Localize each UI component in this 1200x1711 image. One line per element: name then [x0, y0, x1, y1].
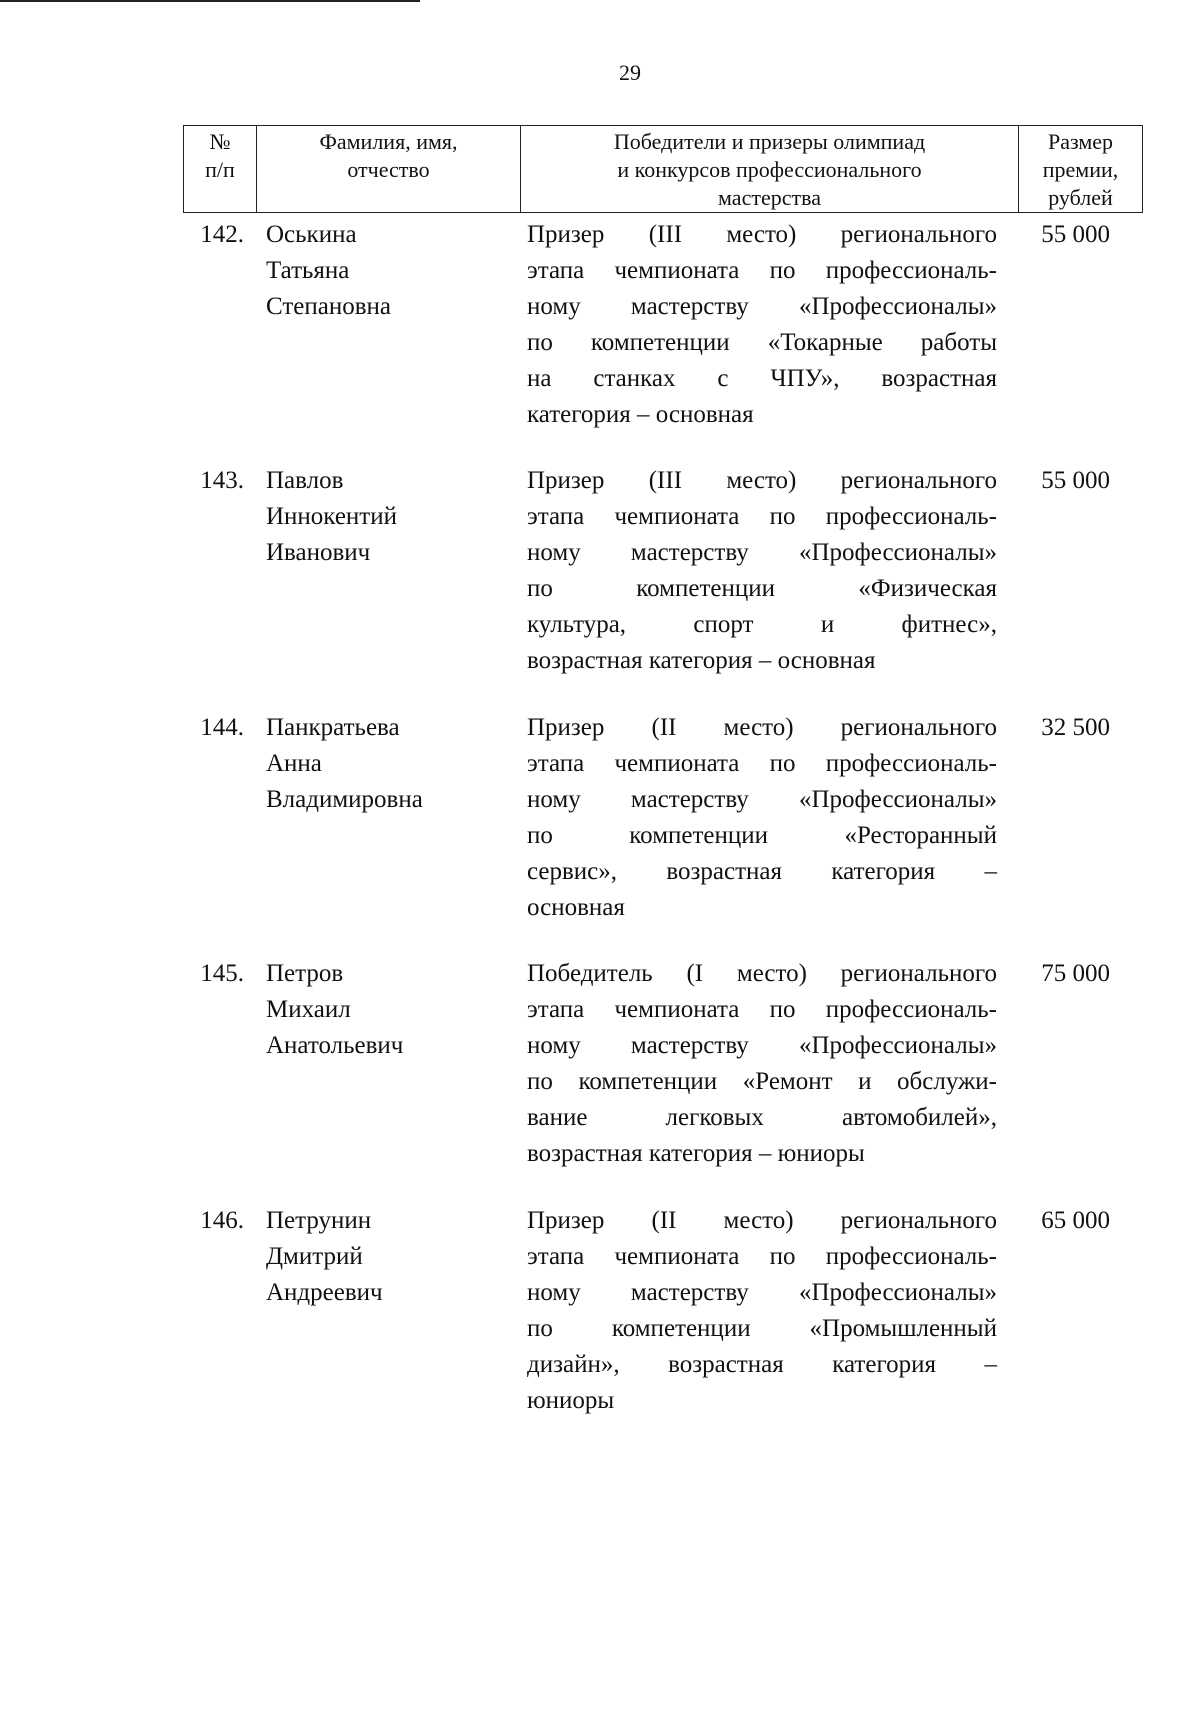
- row-description: [527, 1203, 997, 1419]
- surname: Петрунин: [266, 1207, 372, 1234]
- description-line: вание легковых автомобилей»,: [527, 1104, 997, 1131]
- description-line: основная: [527, 894, 625, 921]
- row-description: [527, 463, 997, 679]
- description-line: Призер (II место) регионального: [527, 1207, 997, 1234]
- header-description-line-3: мастерства: [718, 185, 821, 210]
- row-prize: 55 000: [1041, 221, 1110, 248]
- row-name: [266, 710, 506, 818]
- row-name: [266, 1203, 506, 1311]
- row-prize: 55 000: [1041, 467, 1110, 494]
- patronymic: Андреевич: [266, 1279, 383, 1306]
- description-line: ному мастерству «Профессионалы»: [527, 1279, 997, 1306]
- description-line: этапа чемпионата по профессиональ-: [527, 996, 997, 1023]
- header-number-line-1: №: [209, 129, 231, 154]
- header-name-line-1: Фамилия, имя,: [319, 129, 458, 154]
- row-name: [266, 463, 506, 571]
- description-line: по компетенции «Токарные работы: [527, 329, 997, 356]
- patronymic: Владимировна: [266, 786, 423, 813]
- header-description-cell: [521, 126, 1019, 213]
- description-line: ному мастерству «Профессионалы»: [527, 1032, 997, 1059]
- header-description-line-2: и конкурсов профессионального: [617, 157, 922, 182]
- description-line: этапа чемпионата по профессиональ-: [527, 503, 997, 530]
- description-line: по компетенции «Промышленный: [527, 1315, 997, 1342]
- description-line: Призер (III место) регионального: [527, 221, 997, 248]
- header-prize-line-3: рублей: [1048, 185, 1113, 210]
- description-line: на станках с ЧПУ», возрастная: [527, 365, 997, 392]
- given-name: Татьяна: [266, 257, 350, 284]
- description-line: ному мастерству «Профессионалы»: [527, 786, 997, 813]
- row-number: 144.: [200, 714, 244, 741]
- row-number: 145.: [200, 960, 244, 987]
- given-name: Иннокентий: [266, 503, 397, 530]
- description-line: категория – основная: [527, 401, 754, 428]
- surname: Петров: [266, 960, 344, 987]
- patronymic: Степановна: [266, 293, 391, 320]
- row-name: [266, 956, 506, 1064]
- header-prize-line-1: Размер: [1047, 129, 1114, 154]
- header-prize-line-2: премии,: [1042, 157, 1119, 182]
- header-name-line-2: отчество: [347, 157, 430, 182]
- description-line: Призер (III место) регионального: [527, 467, 997, 494]
- header-number-line-2: п/п: [205, 157, 235, 182]
- top-edge-rule: [0, 0, 420, 2]
- given-name: Дмитрий: [266, 1243, 363, 1270]
- description-line: этапа чемпионата по профессиональ-: [527, 1243, 997, 1270]
- description-line: Призер (II место) регионального: [527, 714, 997, 741]
- row-number: 146.: [200, 1207, 244, 1234]
- row-prize: 32 500: [1041, 714, 1110, 741]
- header-description-line-1: Победители и призеры олимпиад: [613, 129, 926, 154]
- row-number: 143.: [200, 467, 244, 494]
- description-line: возрастная категория – юниоры: [527, 1140, 865, 1167]
- header-name-cell: [257, 126, 521, 213]
- description-line: сервис», возрастная категория –: [527, 858, 997, 885]
- row-prize: 65 000: [1041, 1207, 1110, 1234]
- surname: Оськина: [266, 221, 357, 248]
- patronymic: Анатольевич: [266, 1032, 404, 1059]
- row-name: [266, 217, 506, 325]
- given-name: Анна: [266, 750, 322, 777]
- row-number: 142.: [200, 221, 244, 248]
- surname: Павлов: [266, 467, 344, 494]
- row-description: [527, 217, 997, 433]
- description-line: этапа чемпионата по профессиональ-: [527, 750, 997, 777]
- description-line: ному мастерству «Профессионалы»: [527, 293, 997, 320]
- description-line: культура, спорт и фитнес»,: [527, 611, 997, 638]
- page-number: 29: [619, 60, 641, 85]
- description-line: по компетенции «Ремонт и обслужи-: [527, 1068, 997, 1095]
- given-name: Михаил: [266, 996, 351, 1023]
- header-prize-cell: [1019, 126, 1143, 213]
- description-line: возрастная категория – основная: [527, 647, 876, 674]
- description-line: по компетенции «Ресторанный: [527, 822, 997, 849]
- row-description: [527, 956, 997, 1172]
- row-description: [527, 710, 997, 926]
- description-line: этапа чемпионата по профессиональ-: [527, 257, 997, 284]
- description-line: Победитель (I место) регионального: [527, 960, 997, 987]
- description-line: ному мастерству «Профессионалы»: [527, 539, 997, 566]
- description-line: по компетенции «Физическая: [527, 575, 997, 602]
- header-number-cell: [184, 126, 257, 213]
- description-line: юниоры: [527, 1387, 615, 1414]
- patronymic: Иванович: [266, 539, 371, 566]
- description-line: дизайн», возрастная категория –: [527, 1351, 997, 1378]
- surname: Панкратьева: [266, 714, 400, 741]
- row-prize: 75 000: [1041, 960, 1110, 987]
- table-header: [183, 125, 1143, 213]
